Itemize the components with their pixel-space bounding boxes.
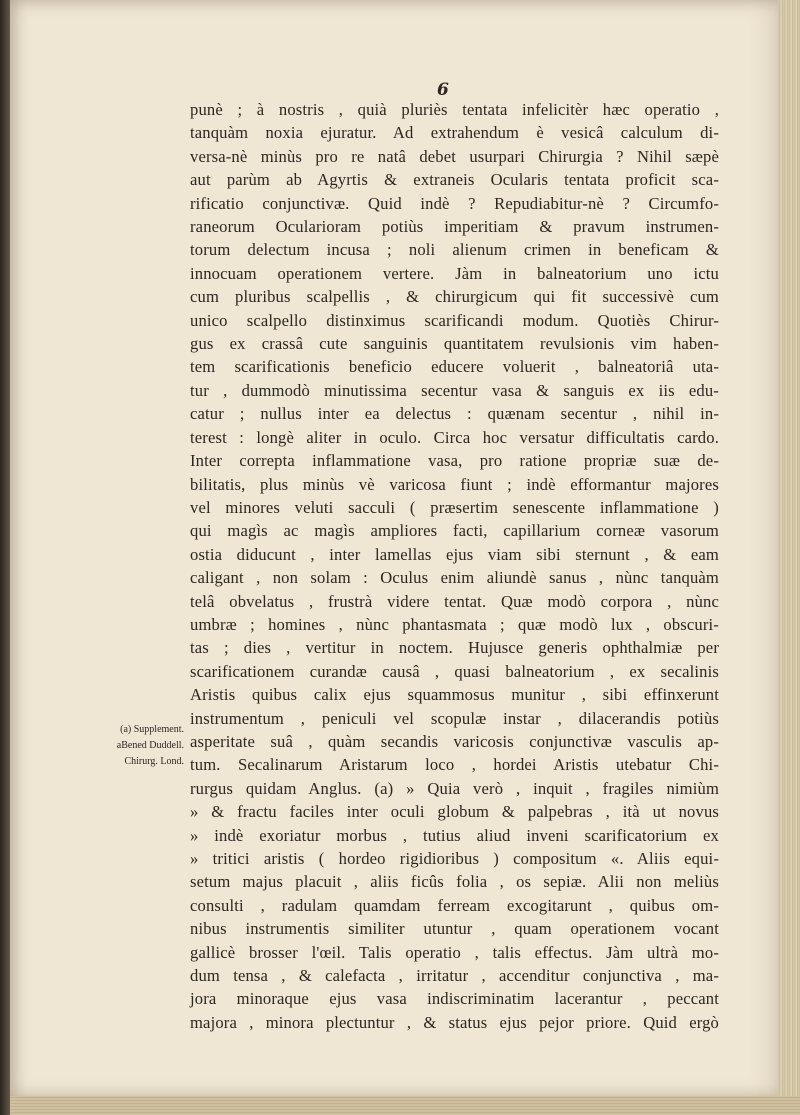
text-line: innocuam operationem vertere. Jàm in balneatorium uno ictu [190,263,719,283]
text-line: rurgus quidam Anglus. (a) » Quia verò , inquit , fragiles nimiùm [190,778,719,798]
text-line: tas ; dies , vertitur in noctem. Hujusce generis ophthalmiæ per [190,638,719,658]
margin-note-line: Chirurg. Lond. [124,756,184,767]
text-line: tem scarificationis beneficio educere voluerit , balneatoriâ uta- [190,357,719,377]
text-line: instrumentum , peniculi vel scopulæ instar , dilacerandis potiùs [190,708,719,728]
text-line: torum delectum incusa ; noli alienum crimen in beneficam & [190,240,719,260]
text-line: umbræ ; homines , nùnc phantasmata ; quæ modò lux , obscuri- [190,614,719,634]
body-text [190,98,719,1034]
text-line: terest : longè aliter in oculo. Circa hoc versatur difficultatis cardo. [190,427,719,447]
text-line: nibus instrumentis similiter utuntur , quam operationem vocant [190,919,719,939]
text-line: vel minores veluti sacculi ( præsertim senescente inflammatione ) [190,497,719,517]
text-line: caligant , non solam : Oculus enim aliundè sanus , nùnc tanquàm [190,568,719,588]
text-line: unico scalpello distinximus scarificandi modum. Quotiès Chirur- [190,310,719,330]
text-line: raneorum Ocularioram potiùs imperitiam & pravum instrumen- [190,217,719,237]
text-line: » indè exoriatur morbus , tutius aliud inveni scarificatorium ex [190,825,719,845]
text-line: punè ; à nostris , quià pluriès tentata infelicitèr hæc operatio , [190,100,719,119]
text-line: majora , minora plectuntur , & status ejus pejor priore. Quid ergò [190,1012,719,1032]
text-line: ostia diducunt , inter lamellas ejus viam sibi sternunt , & eam [190,544,719,564]
page-edges-bottom [10,1096,800,1115]
text-line: tanquàm noxia ejuratur. Ad extrahendum è vesicâ calculum di- [190,123,719,143]
text-line: catur ; nullus inter ea delectus : quænam secentur , nihil in- [190,404,719,424]
page-edges-right [778,0,800,1100]
text-line: gallicè brosser l'œil. Talis operatio , talis effectus. Jàm ultrà mo- [190,942,719,962]
margin-note-line: (a) Supplement. [120,724,184,735]
text-line: scarificationem curandæ causâ , quasi balneatorium , ex secalinis [190,661,719,681]
text-line: Inter correpta inflammatione vasa, pro ratione propriæ suæ de- [190,451,719,471]
text-line: gus ex crassâ cute sanguinis quantitatem revulsionis vim haben- [190,334,719,354]
text-line: telâ obvelatus , frustrà videre tentat. Quæ modò corpora , nùnc [190,591,719,611]
page-number: 6 [437,80,449,100]
text-line: setum majus placuit , aliis ficûs folia , os sepiæ. Alii non meliùs [190,872,719,892]
text-line: versa-nè minùs pro re natâ debet usurpari Chirurgia ? Nihil sæpè [190,146,719,166]
text-line: tur , dummodò minutissima secentur vasa & sanguis ex iis edu- [190,380,719,400]
text-line: tum. Secalinarum Aristarum loco , hordei Aristis utebatur Chi- [190,755,719,775]
margin-note-line: aBened Duddell. [116,740,184,751]
text-line: bilitatis, plus minùs vè varicosa fiunt ; indè efformantur majores [190,474,719,494]
text-line: rificatio conjunctivæ. Quid indè ? Repudiabitur-nè ? Circumfo- [190,193,719,213]
text-line: jora minoraque ejus vasa indiscriminatim lacerantur , peccant [190,989,719,1009]
text-line: » & fractu faciles inter oculi globum & palpebras , ità ut novus [190,802,719,822]
text-line: aut parùm ab Agyrtis & extraneis Ocularis tentata proficit sca- [190,170,719,190]
margin-footnote [92,722,184,770]
text-line: asperitate suâ , quàm secandis varicosis conjunctivæ vasculis ap- [190,731,719,751]
text-line: dum tensa , & calefacta , irritatur , accenditur conjunctiva , ma- [190,966,719,986]
text-line: » tritici aristis ( hordeo rigidioribus ) compositum «. Aliis equi- [190,849,719,868]
text-line: cum pluribus scalpellis , & chirurgicum qui fit successivè cum [190,287,719,307]
text-line: qui magìs ac magìs ampliores facti, capillarium corneæ vasorum [190,521,719,541]
text-line: consulti , radulam quamdam ferream excogitarunt , quibus om- [190,895,719,915]
text-line: Aristis quibus calix ejus squammosus munitur , sibi effinxerunt [190,685,719,705]
